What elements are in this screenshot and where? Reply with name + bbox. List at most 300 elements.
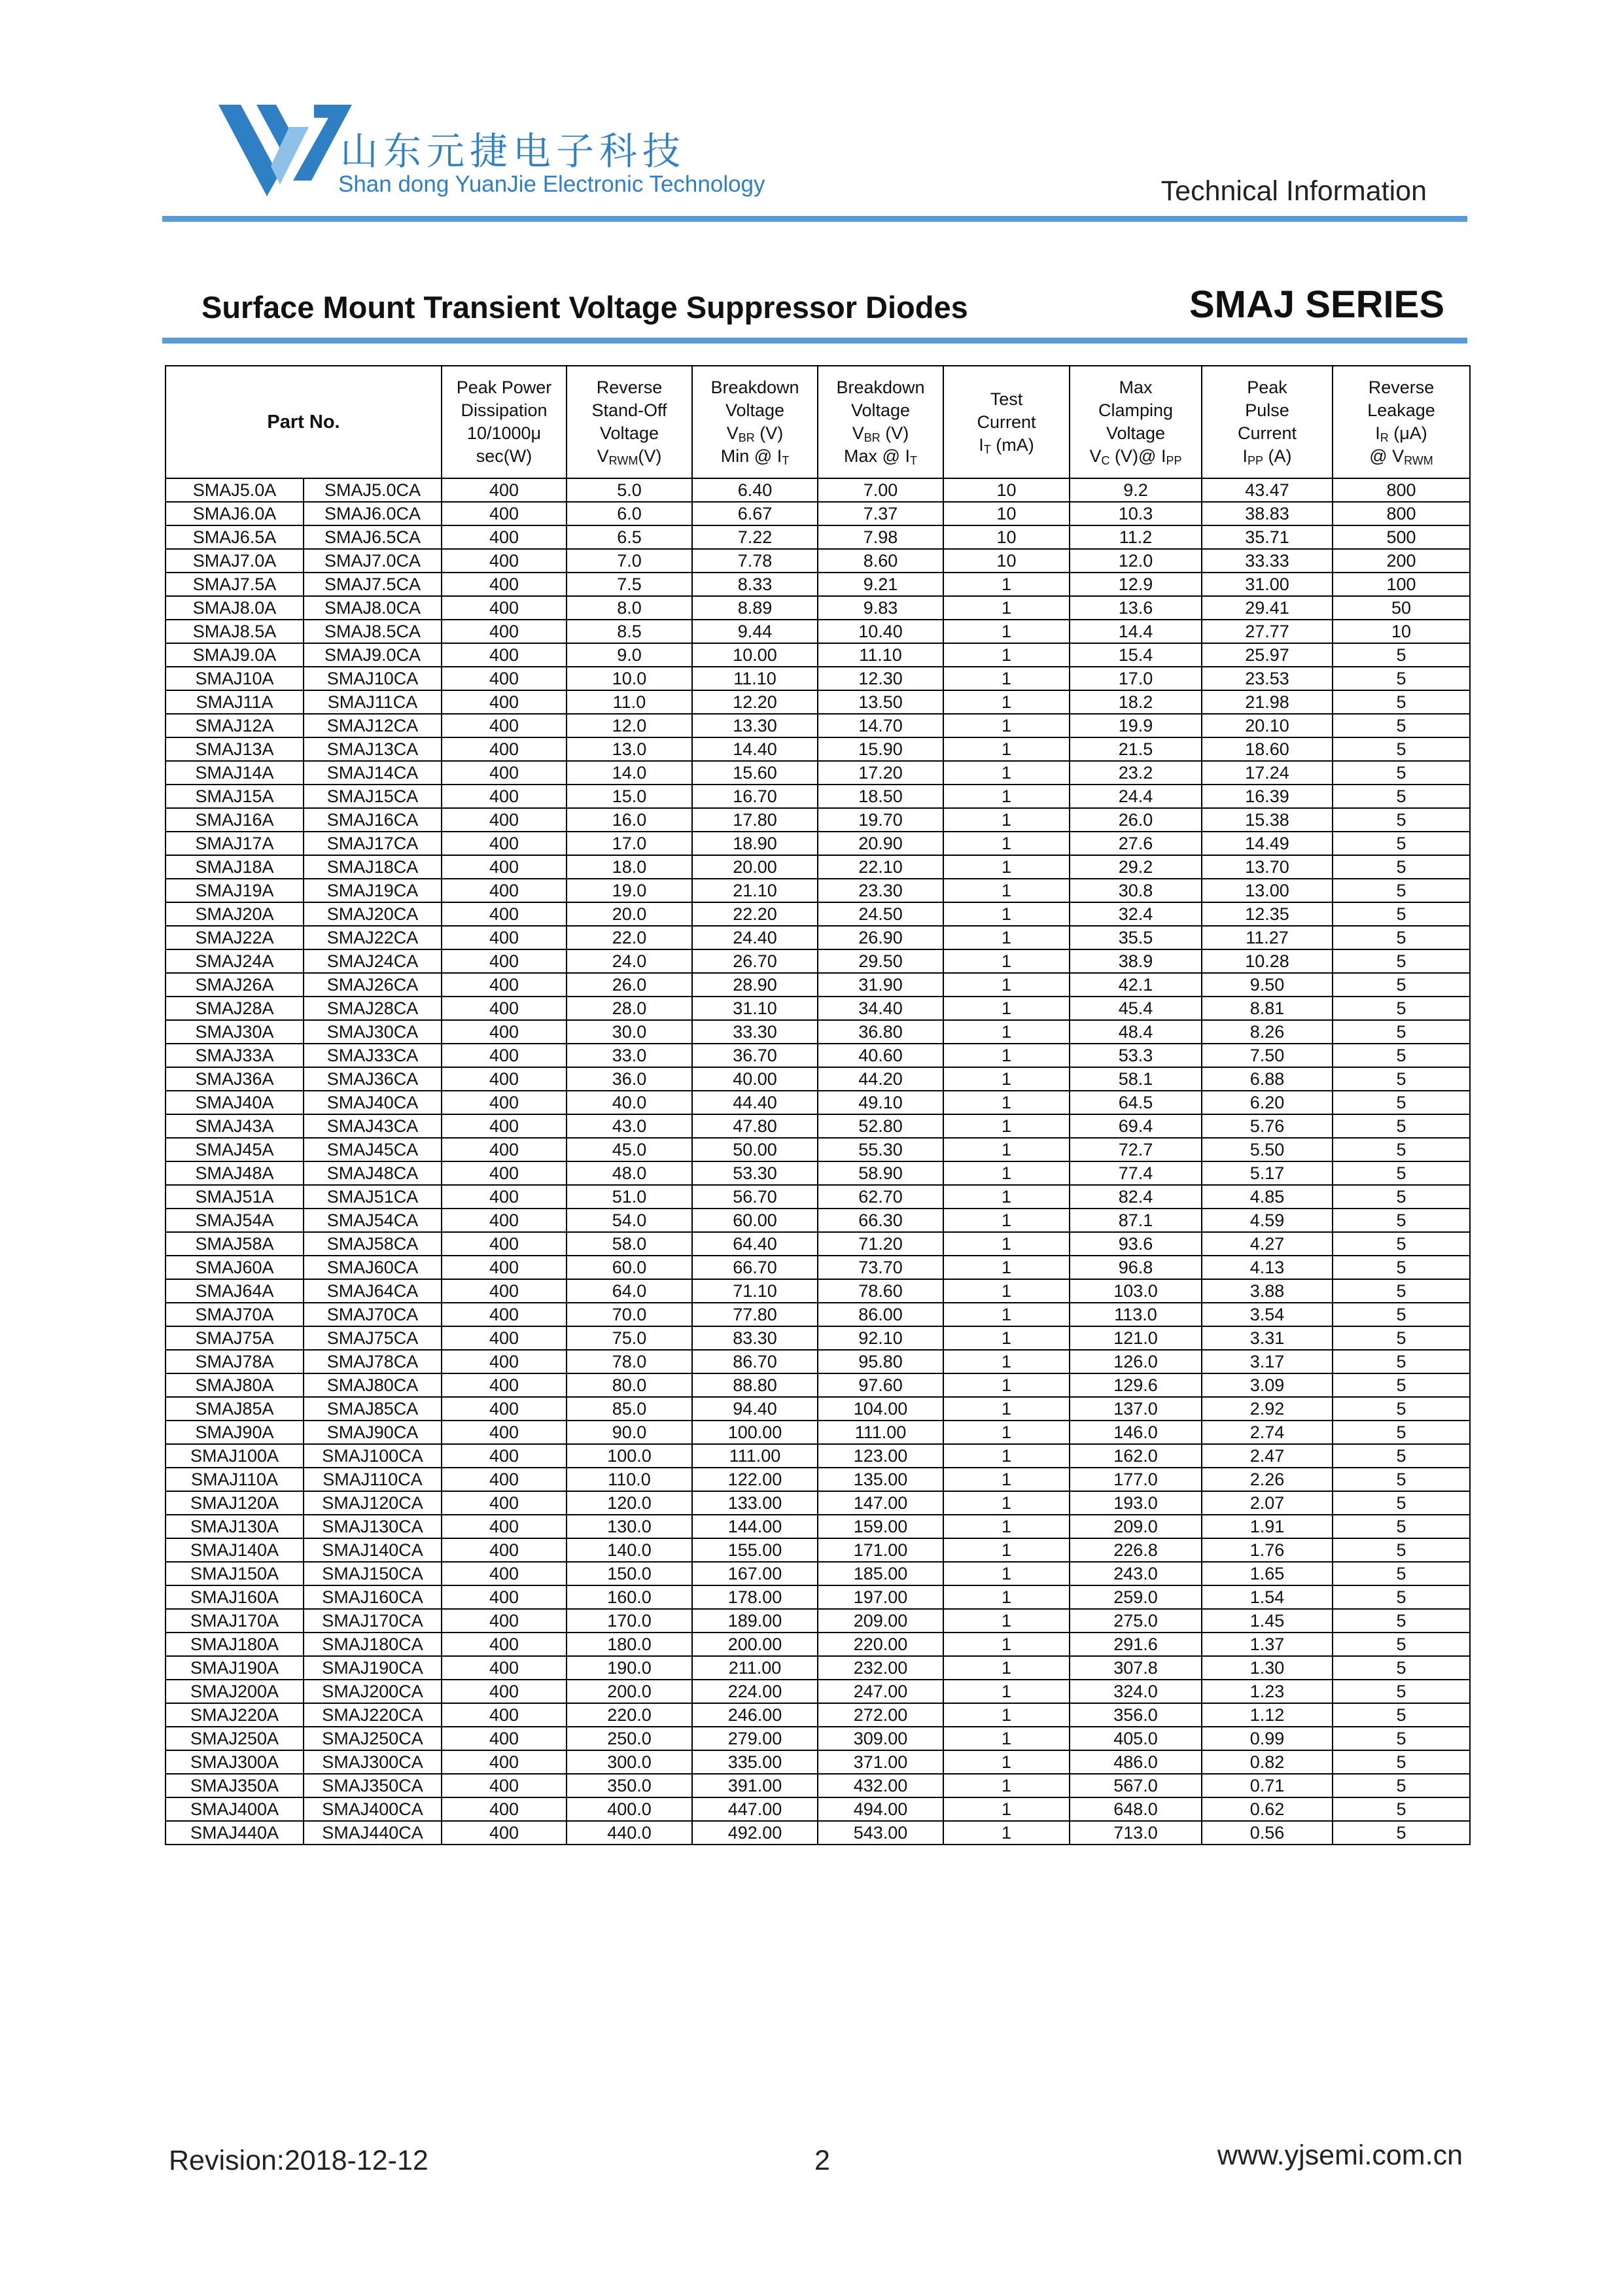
table-row: [166, 832, 1470, 855]
cell-vrwm: 170.0: [567, 1609, 692, 1633]
cell-vbr-min: 8.33: [692, 573, 818, 596]
cell-vbr-max: 104.00: [818, 1397, 943, 1421]
cell-peak-power: 400: [442, 1044, 567, 1067]
table-row: [166, 596, 1470, 620]
table-row: [166, 1538, 1470, 1562]
header-line: V: [852, 423, 864, 443]
cell-ipp: 12.35: [1202, 902, 1333, 926]
cell-ipp: 23.53: [1202, 667, 1333, 690]
cell-vc: 226.8: [1070, 1538, 1202, 1562]
cell-ir: 5: [1333, 879, 1470, 902]
cell-vrwm: 220.0: [567, 1703, 692, 1727]
cell-part-bi: SMAJ7.0CA: [304, 549, 442, 573]
cell-peak-power: 400: [442, 478, 567, 502]
cell-vc: 713.0: [1070, 1821, 1202, 1845]
cell-vbr-max: 34.40: [818, 997, 943, 1020]
cell-vc: 129.6: [1070, 1373, 1202, 1397]
header-line: Min @ I: [720, 446, 782, 466]
table-row: [166, 1633, 1470, 1656]
cell-part-bi: SMAJ20CA: [304, 902, 442, 926]
cell-test-current: 1: [943, 785, 1070, 808]
cell-vbr-min: 111.00: [692, 1444, 818, 1468]
cell-peak-power: 400: [442, 1373, 567, 1397]
cell-ipp: 2.47: [1202, 1444, 1333, 1468]
cell-vbr-min: 22.20: [692, 902, 818, 926]
cell-ir: 5: [1333, 1585, 1470, 1609]
cell-peak-power: 400: [442, 1067, 567, 1091]
header-line: Reverse: [596, 378, 663, 397]
cell-part-uni: SMAJ15A: [166, 785, 304, 808]
cell-vbr-min: 122.00: [692, 1468, 818, 1491]
cell-vbr-min: 28.90: [692, 973, 818, 997]
cell-vrwm: 140.0: [567, 1538, 692, 1562]
header-line: Stand-Off: [591, 400, 667, 420]
cell-ir: 5: [1333, 1633, 1470, 1656]
cell-test-current: 1: [943, 1821, 1070, 1845]
header-line: (V)@ I: [1109, 446, 1166, 466]
cell-vbr-min: 144.00: [692, 1515, 818, 1538]
cell-test-current: 1: [943, 1703, 1070, 1727]
cell-ir: 5: [1333, 1797, 1470, 1821]
cell-peak-power: 400: [442, 1185, 567, 1209]
cell-part-bi: SMAJ130CA: [304, 1515, 442, 1538]
cell-ipp: 29.41: [1202, 596, 1333, 620]
cell-vbr-min: 14.40: [692, 737, 818, 761]
cell-part-uni: SMAJ78A: [166, 1350, 304, 1373]
cell-part-uni: SMAJ12A: [166, 714, 304, 737]
cell-part-bi: SMAJ54CA: [304, 1209, 442, 1232]
header-line: Max @ I: [844, 446, 910, 466]
cell-test-current: 1: [943, 596, 1070, 620]
header-line: Voltage: [599, 423, 659, 443]
cell-part-bi: SMAJ11CA: [304, 690, 442, 714]
cell-part-bi: SMAJ180CA: [304, 1633, 442, 1656]
cell-part-uni: SMAJ19A: [166, 879, 304, 902]
cell-test-current: 1: [943, 1727, 1070, 1750]
cell-vc: 24.4: [1070, 785, 1202, 808]
cell-vc: 27.6: [1070, 832, 1202, 855]
cell-part-bi: SMAJ120CA: [304, 1491, 442, 1515]
cell-vbr-min: 53.30: [692, 1161, 818, 1185]
cell-vbr-max: 18.50: [818, 785, 943, 808]
cell-vrwm: 250.0: [567, 1727, 692, 1750]
table-row: [166, 879, 1470, 902]
cell-ipp: 2.07: [1202, 1491, 1333, 1515]
cell-part-uni: SMAJ220A: [166, 1703, 304, 1727]
cell-ir: 5: [1333, 926, 1470, 949]
cell-part-uni: SMAJ190A: [166, 1656, 304, 1680]
table-row: [166, 1232, 1470, 1256]
cell-peak-power: 400: [442, 949, 567, 973]
cell-ipp: 0.62: [1202, 1797, 1333, 1821]
cell-vc: 567.0: [1070, 1774, 1202, 1797]
cell-vbr-min: 7.22: [692, 525, 818, 549]
header-line: 10/1000μ: [466, 423, 542, 443]
cell-vbr-max: 31.90: [818, 973, 943, 997]
cell-vbr-min: 71.10: [692, 1279, 818, 1303]
cell-part-uni: SMAJ8.5A: [166, 620, 304, 643]
cell-vbr-min: 56.70: [692, 1185, 818, 1209]
header-line: (μA): [1388, 423, 1427, 443]
cell-peak-power: 400: [442, 1633, 567, 1656]
cell-vbr-max: 15.90: [818, 737, 943, 761]
cell-vbr-min: 8.89: [692, 596, 818, 620]
cell-part-uni: SMAJ64A: [166, 1279, 304, 1303]
cell-vbr-max: 220.00: [818, 1633, 943, 1656]
cell-test-current: 1: [943, 1421, 1070, 1444]
cell-part-uni: SMAJ440A: [166, 1821, 304, 1845]
table-row: [166, 1656, 1470, 1680]
table-row: [166, 1774, 1470, 1797]
company-name-cn: 山东元捷电子科技: [340, 129, 686, 173]
cell-vrwm: 7.0: [567, 549, 692, 573]
cell-vrwm: 54.0: [567, 1209, 692, 1232]
cell-part-bi: SMAJ14CA: [304, 761, 442, 785]
cell-ir: 5: [1333, 1562, 1470, 1585]
cell-vbr-max: 123.00: [818, 1444, 943, 1468]
cell-vbr-max: 66.30: [818, 1209, 943, 1232]
cell-part-uni: SMAJ8.0A: [166, 596, 304, 620]
cell-part-uni: SMAJ36A: [166, 1067, 304, 1091]
table-header-row: [166, 366, 1470, 478]
cell-peak-power: 400: [442, 761, 567, 785]
cell-peak-power: 400: [442, 1774, 567, 1797]
cell-vbr-max: 24.50: [818, 902, 943, 926]
cell-vc: 58.1: [1070, 1067, 1202, 1091]
cell-vbr-min: 66.70: [692, 1256, 818, 1279]
cell-part-bi: SMAJ30CA: [304, 1020, 442, 1044]
table-row: [166, 1279, 1470, 1303]
cell-vrwm: 26.0: [567, 973, 692, 997]
cell-vrwm: 85.0: [567, 1397, 692, 1421]
cell-part-bi: SMAJ300CA: [304, 1750, 442, 1774]
cell-vc: 177.0: [1070, 1468, 1202, 1491]
cell-part-uni: SMAJ85A: [166, 1397, 304, 1421]
cell-vc: 137.0: [1070, 1397, 1202, 1421]
cell-peak-power: 400: [442, 1232, 567, 1256]
cell-part-uni: SMAJ11A: [166, 690, 304, 714]
cell-test-current: 1: [943, 1750, 1070, 1774]
cell-vrwm: 43.0: [567, 1114, 692, 1138]
cell-vbr-max: 159.00: [818, 1515, 943, 1538]
table-row: [166, 667, 1470, 690]
cell-vbr-max: 111.00: [818, 1421, 943, 1444]
cell-peak-power: 400: [442, 1020, 567, 1044]
cell-vc: 14.4: [1070, 620, 1202, 643]
table-row: [166, 1609, 1470, 1633]
cell-vbr-min: 100.00: [692, 1421, 818, 1444]
cell-vbr-max: 432.00: [818, 1774, 943, 1797]
cell-part-uni: SMAJ100A: [166, 1444, 304, 1468]
table-row: [166, 1256, 1470, 1279]
cell-vrwm: 24.0: [567, 949, 692, 973]
header-subscript: RWM: [608, 454, 638, 467]
table-row: [166, 1350, 1470, 1373]
cell-ipp: 5.76: [1202, 1114, 1333, 1138]
header-line: (mA): [990, 434, 1034, 455]
cell-part-uni: SMAJ48A: [166, 1161, 304, 1185]
cell-test-current: 1: [943, 643, 1070, 667]
table-row: [166, 714, 1470, 737]
table-row: [166, 1444, 1470, 1468]
cell-part-bi: SMAJ43CA: [304, 1114, 442, 1138]
cell-ir: 5: [1333, 1727, 1470, 1750]
header-subscript: PP: [1166, 454, 1182, 467]
cell-vrwm: 48.0: [567, 1161, 692, 1185]
cell-ipp: 3.09: [1202, 1373, 1333, 1397]
cell-vbr-max: 371.00: [818, 1750, 943, 1774]
cell-vbr-max: 7.37: [818, 502, 943, 525]
cell-ir: 5: [1333, 1703, 1470, 1727]
cell-vrwm: 7.5: [567, 573, 692, 596]
table-row: [166, 549, 1470, 573]
header-line: Reverse: [1368, 378, 1435, 397]
cell-part-uni: SMAJ54A: [166, 1209, 304, 1232]
cell-vrwm: 18.0: [567, 855, 692, 879]
cell-vbr-max: 73.70: [818, 1256, 943, 1279]
cell-vrwm: 160.0: [567, 1585, 692, 1609]
cell-ir: 5: [1333, 1397, 1470, 1421]
cell-ipp: 7.50: [1202, 1044, 1333, 1067]
cell-part-uni: SMAJ10A: [166, 667, 304, 690]
table-row: [166, 1491, 1470, 1515]
cell-ir: 5: [1333, 1515, 1470, 1538]
table-row: [166, 478, 1470, 502]
cell-vrwm: 150.0: [567, 1562, 692, 1585]
cell-peak-power: 400: [442, 643, 567, 667]
cell-ir: 5: [1333, 1303, 1470, 1326]
cell-test-current: 1: [943, 1161, 1070, 1185]
cell-peak-power: 400: [442, 1397, 567, 1421]
cell-part-bi: SMAJ60CA: [304, 1256, 442, 1279]
cell-vbr-min: 24.40: [692, 926, 818, 949]
cell-test-current: 10: [943, 478, 1070, 502]
cell-vc: 23.2: [1070, 761, 1202, 785]
cell-vrwm: 75.0: [567, 1326, 692, 1350]
cell-vc: 30.8: [1070, 879, 1202, 902]
cell-vc: 405.0: [1070, 1727, 1202, 1750]
cell-vbr-max: 147.00: [818, 1491, 943, 1515]
cell-vbr-max: 12.30: [818, 667, 943, 690]
cell-test-current: 1: [943, 1138, 1070, 1161]
cell-vrwm: 28.0: [567, 997, 692, 1020]
cell-ipp: 4.59: [1202, 1209, 1333, 1232]
cell-ir: 800: [1333, 478, 1470, 502]
cell-ipp: 11.27: [1202, 926, 1333, 949]
table-row: [166, 1303, 1470, 1326]
cell-part-uni: SMAJ17A: [166, 832, 304, 855]
cell-vrwm: 22.0: [567, 926, 692, 949]
header-line: Current: [1237, 423, 1297, 443]
cell-vbr-min: 11.10: [692, 667, 818, 690]
cell-peak-power: 400: [442, 1656, 567, 1680]
cell-ir: 5: [1333, 1020, 1470, 1044]
cell-vbr-min: 88.80: [692, 1373, 818, 1397]
cell-part-uni: SMAJ33A: [166, 1044, 304, 1067]
table-row: [166, 1091, 1470, 1114]
cell-vbr-min: 6.67: [692, 502, 818, 525]
cell-vbr-max: 22.10: [818, 855, 943, 879]
cell-test-current: 1: [943, 879, 1070, 902]
cell-ir: 5: [1333, 1821, 1470, 1845]
cell-vc: 82.4: [1070, 1185, 1202, 1209]
cell-vbr-min: 77.80: [692, 1303, 818, 1326]
cell-test-current: 1: [943, 1609, 1070, 1633]
header-line: Pulse: [1245, 400, 1289, 420]
cell-vbr-min: 133.00: [692, 1491, 818, 1515]
table-row: [166, 573, 1470, 596]
cell-peak-power: 400: [442, 997, 567, 1020]
cell-ir: 5: [1333, 808, 1470, 832]
cell-ir: 5: [1333, 1256, 1470, 1279]
cell-vc: 291.6: [1070, 1633, 1202, 1656]
cell-part-bi: SMAJ85CA: [304, 1397, 442, 1421]
cell-part-uni: SMAJ90A: [166, 1421, 304, 1444]
cell-vrwm: 45.0: [567, 1138, 692, 1161]
cell-ir: 5: [1333, 1067, 1470, 1091]
cell-test-current: 1: [943, 1232, 1070, 1256]
cell-test-current: 1: [943, 1067, 1070, 1091]
header-line: (V): [754, 423, 784, 443]
table-row: [166, 1585, 1470, 1609]
cell-test-current: 1: [943, 1491, 1070, 1515]
cell-vbr-min: 13.30: [692, 714, 818, 737]
cell-peak-power: 400: [442, 1303, 567, 1326]
cell-part-bi: SMAJ24CA: [304, 949, 442, 973]
cell-vrwm: 440.0: [567, 1821, 692, 1845]
cell-vc: 103.0: [1070, 1279, 1202, 1303]
cell-vbr-max: 71.20: [818, 1232, 943, 1256]
cell-part-bi: SMAJ48CA: [304, 1161, 442, 1185]
cell-part-bi: SMAJ80CA: [304, 1373, 442, 1397]
cell-ir: 5: [1333, 737, 1470, 761]
cell-peak-power: 400: [442, 1468, 567, 1491]
cell-vc: 275.0: [1070, 1609, 1202, 1633]
cell-ir: 5: [1333, 949, 1470, 973]
cell-vrwm: 16.0: [567, 808, 692, 832]
cell-vbr-max: 36.80: [818, 1020, 943, 1044]
cell-vrwm: 17.0: [567, 832, 692, 855]
cell-part-uni: SMAJ120A: [166, 1491, 304, 1515]
header-line: Breakdown: [836, 378, 925, 397]
cell-vbr-max: 10.40: [818, 620, 943, 643]
table-row: [166, 1114, 1470, 1138]
cell-part-bi: SMAJ64CA: [304, 1279, 442, 1303]
cell-test-current: 1: [943, 1562, 1070, 1585]
cell-part-uni: SMAJ300A: [166, 1750, 304, 1774]
cell-vbr-max: 7.00: [818, 478, 943, 502]
cell-part-bi: SMAJ6.5CA: [304, 525, 442, 549]
cell-vc: 53.3: [1070, 1044, 1202, 1067]
cell-vrwm: 30.0: [567, 1020, 692, 1044]
table-row: [166, 737, 1470, 761]
cell-part-uni: SMAJ20A: [166, 902, 304, 926]
cell-ipp: 1.91: [1202, 1515, 1333, 1538]
cell-part-bi: SMAJ90CA: [304, 1421, 442, 1444]
cell-peak-power: 400: [442, 1279, 567, 1303]
cell-ipp: 13.00: [1202, 879, 1333, 902]
cell-vbr-max: 95.80: [818, 1350, 943, 1373]
cell-vbr-max: 197.00: [818, 1585, 943, 1609]
cell-ir: 5: [1333, 1350, 1470, 1373]
cell-test-current: 1: [943, 1303, 1070, 1326]
cell-vbr-max: 543.00: [818, 1821, 943, 1845]
cell-peak-power: 400: [442, 1750, 567, 1774]
header-subscript: C: [1101, 454, 1110, 467]
cell-part-bi: SMAJ28CA: [304, 997, 442, 1020]
cell-test-current: 1: [943, 1020, 1070, 1044]
cell-part-uni: SMAJ350A: [166, 1774, 304, 1797]
cell-vbr-min: 12.20: [692, 690, 818, 714]
cell-peak-power: 400: [442, 1209, 567, 1232]
cell-vrwm: 80.0: [567, 1373, 692, 1397]
cell-ipp: 1.30: [1202, 1656, 1333, 1680]
cell-ir: 5: [1333, 1609, 1470, 1633]
cell-peak-power: 400: [442, 1680, 567, 1703]
cell-part-bi: SMAJ19CA: [304, 879, 442, 902]
header-subscript: BR: [864, 431, 881, 444]
cell-part-uni: SMAJ180A: [166, 1633, 304, 1656]
cell-ipp: 5.50: [1202, 1138, 1333, 1161]
cell-ipp: 4.13: [1202, 1256, 1333, 1279]
cell-vbr-min: 279.00: [692, 1727, 818, 1750]
cell-test-current: 1: [943, 620, 1070, 643]
cell-ir: 5: [1333, 1538, 1470, 1562]
cell-test-current: 1: [943, 1326, 1070, 1350]
cell-ipp: 1.23: [1202, 1680, 1333, 1703]
cell-vc: 193.0: [1070, 1491, 1202, 1515]
cell-vbr-max: 209.00: [818, 1609, 943, 1633]
cell-part-bi: SMAJ110CA: [304, 1468, 442, 1491]
cell-vbr-max: 23.30: [818, 879, 943, 902]
header-subscript: PP: [1248, 454, 1264, 467]
header-line: Test: [990, 389, 1023, 409]
cell-part-uni: SMAJ60A: [166, 1256, 304, 1279]
cell-vc: 113.0: [1070, 1303, 1202, 1326]
cell-peak-power: 400: [442, 855, 567, 879]
cell-ir: 50: [1333, 596, 1470, 620]
cell-vbr-max: 40.60: [818, 1044, 943, 1067]
header-line: V: [597, 446, 609, 466]
cell-vrwm: 64.0: [567, 1279, 692, 1303]
cell-vbr-min: 246.00: [692, 1703, 818, 1727]
table-row: [166, 973, 1470, 997]
cell-vbr-min: 10.00: [692, 643, 818, 667]
cell-ipp: 25.97: [1202, 643, 1333, 667]
cell-vc: 12.9: [1070, 573, 1202, 596]
cell-vc: 10.3: [1070, 502, 1202, 525]
cell-vbr-min: 60.00: [692, 1209, 818, 1232]
table-row: [166, 1468, 1470, 1491]
cell-part-uni: SMAJ110A: [166, 1468, 304, 1491]
header-subscript: BR: [738, 431, 755, 444]
table-row: [166, 761, 1470, 785]
cell-part-uni: SMAJ70A: [166, 1303, 304, 1326]
cell-part-bi: SMAJ250CA: [304, 1727, 442, 1750]
cell-part-uni: SMAJ22A: [166, 926, 304, 949]
cell-vc: 648.0: [1070, 1797, 1202, 1821]
cell-vbr-max: 44.20: [818, 1067, 943, 1091]
cell-vrwm: 13.0: [567, 737, 692, 761]
header-line: Voltage: [850, 400, 911, 420]
cell-ipp: 17.24: [1202, 761, 1333, 785]
cell-test-current: 1: [943, 761, 1070, 785]
cell-vbr-min: 224.00: [692, 1680, 818, 1703]
cell-vc: 72.7: [1070, 1138, 1202, 1161]
cell-part-uni: SMAJ28A: [166, 997, 304, 1020]
table-row: [166, 690, 1470, 714]
cell-ipp: 2.74: [1202, 1421, 1333, 1444]
